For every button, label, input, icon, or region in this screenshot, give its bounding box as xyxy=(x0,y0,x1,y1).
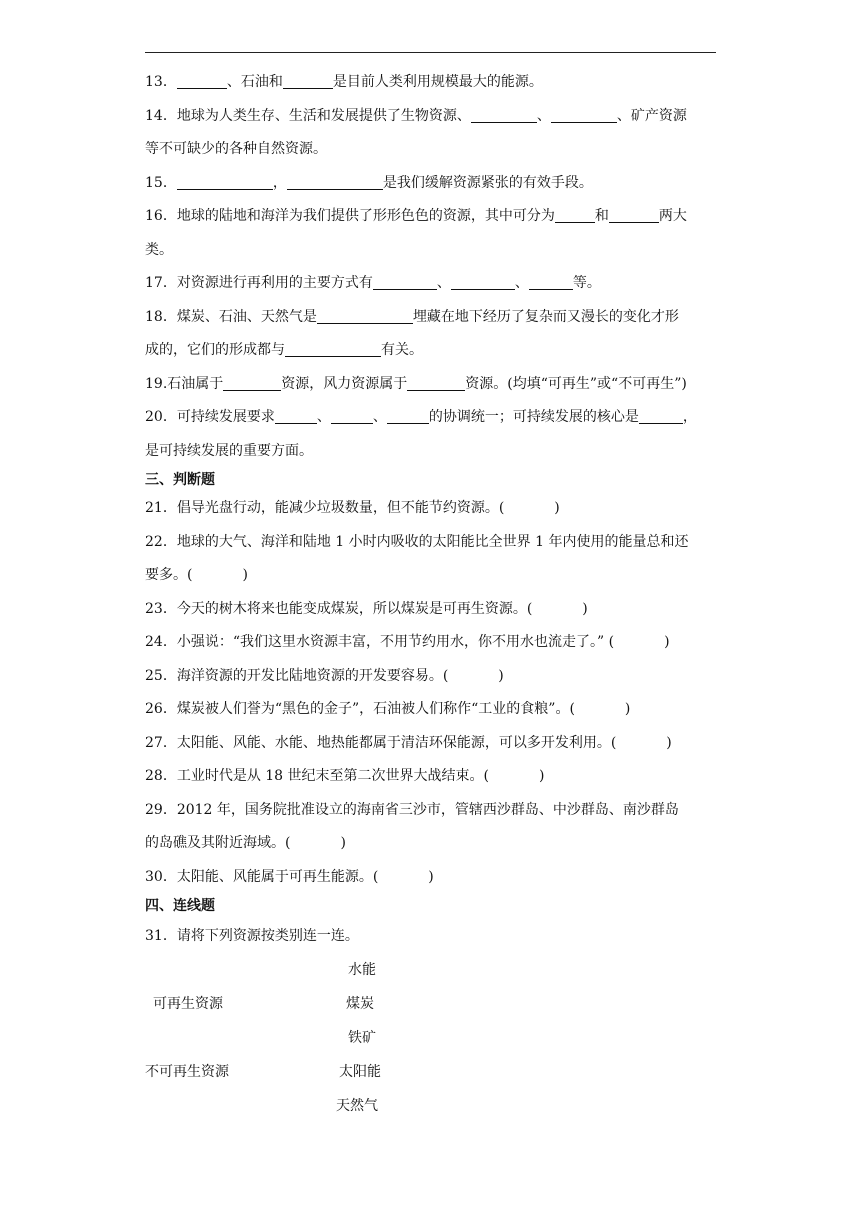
question-number: 30． xyxy=(145,868,177,885)
question-text: 是可持续发展的重要方面。 xyxy=(145,442,313,459)
question-line xyxy=(145,200,720,234)
closing-parenthesis: ) xyxy=(554,500,560,516)
question-text: 资源。(均填“可再生”或“不可再生”) xyxy=(465,375,687,392)
question-text: 煤炭被人们誉为“黑色的金子”，石油被人们称作“工业的食粮”。( xyxy=(176,701,575,717)
closing-parenthesis: ) xyxy=(242,567,248,583)
closing-parenthesis: ) xyxy=(340,835,346,851)
question-text: 的协调统一；可持续发展的核心是 xyxy=(428,409,639,425)
question-number: 21． xyxy=(145,500,177,516)
question-line xyxy=(145,593,720,627)
question-text: 等不可缺少的各种自然资源。 xyxy=(145,141,327,157)
question-text: 可持续发展要求 xyxy=(176,409,275,425)
question-text: 对资源进行再利用的主要方式有 xyxy=(176,275,373,291)
question-number: 26． xyxy=(145,701,177,717)
question-line xyxy=(145,167,720,201)
match-left-renewable[interactable]: 可再生资源 xyxy=(153,995,223,1012)
answer-blank[interactable] xyxy=(285,342,381,357)
answer-blank[interactable] xyxy=(223,376,281,391)
question-text: 成的，它们的形成都与 xyxy=(145,342,285,358)
question-text: 是目前人类利用规模最大的能源。 xyxy=(332,74,543,90)
question-continuation xyxy=(145,133,720,167)
answer-blank[interactable] xyxy=(373,275,437,290)
closing-parenthesis: ) xyxy=(664,634,670,650)
section-3-title: 三、判断题 xyxy=(145,472,215,488)
match-right-hydro[interactable]: 水能 xyxy=(348,961,376,978)
question-text: 工业时代是从 18 世纪末至第二次世界大战结束。( xyxy=(176,768,490,784)
match-right-iron-ore[interactable]: 铁矿 xyxy=(348,1029,376,1046)
question-text: 请将下列资源按类别连一连。 xyxy=(176,928,359,944)
question-text: 2012 年，国务院批准设立的海南省三沙市，管辖西沙群岛、中沙群岛、南沙群岛 xyxy=(176,801,679,818)
answer-blank[interactable] xyxy=(551,108,617,123)
match-right-natural-gas[interactable]: 天然气 xyxy=(336,1097,378,1114)
match-left-nonrenewable[interactable]: 不可再生资源 xyxy=(145,1063,229,1080)
question-line xyxy=(145,861,720,895)
closing-parenthesis: ) xyxy=(666,734,672,751)
question-text: 等。 xyxy=(572,275,601,291)
question-text: ， xyxy=(682,409,697,425)
fill-in-blank-section xyxy=(145,66,720,468)
question-text: 太阳能、风能、水能、地热能都属于清洁环保能源，可以多开发利用。( xyxy=(176,734,617,751)
question-text: 资源，风力资源属于 xyxy=(281,375,408,392)
question-number: 27． xyxy=(145,734,177,751)
worksheet-content xyxy=(145,66,720,1124)
question-text: 类。 xyxy=(145,241,173,258)
question-number: 20． xyxy=(145,409,177,425)
question-text: 、 xyxy=(536,107,551,124)
question-number: 31． xyxy=(145,928,177,944)
question-text: 两大 xyxy=(658,208,687,224)
answer-blank[interactable] xyxy=(283,74,333,89)
question-number: 19. xyxy=(145,375,168,392)
question-text: 地球的大气、海洋和陆地 1 小时内吸收的太阳能比全世界 1 年内使用的能量总和还 xyxy=(176,533,689,550)
question-continuation xyxy=(145,334,720,368)
answer-blank[interactable] xyxy=(387,409,429,424)
question-number: 16． xyxy=(145,208,177,224)
question-line xyxy=(145,492,720,526)
answer-blank[interactable] xyxy=(471,108,537,123)
question-number: 14． xyxy=(145,107,177,124)
answer-blank[interactable] xyxy=(287,175,383,190)
question-line xyxy=(145,301,720,335)
question-text: 是我们缓解资源紧张的有效手段。 xyxy=(382,174,593,191)
answer-blank[interactable] xyxy=(639,409,683,424)
question-number: 17． xyxy=(145,275,177,291)
true-false-section xyxy=(145,492,720,894)
answer-blank[interactable] xyxy=(555,208,595,223)
closing-parenthesis: ) xyxy=(539,768,545,784)
question-line xyxy=(145,66,720,100)
question-line xyxy=(145,760,720,794)
answer-blank[interactable] xyxy=(331,409,373,424)
answer-blank[interactable] xyxy=(275,409,317,424)
answer-blank[interactable] xyxy=(177,74,227,89)
closing-parenthesis: ) xyxy=(498,667,504,684)
question-number: 24． xyxy=(145,634,177,650)
question-continuation xyxy=(145,435,720,469)
question-number: 22． xyxy=(145,533,177,550)
question-line xyxy=(145,100,720,134)
question-line xyxy=(145,368,720,402)
question-text: 小强说：“我们这里水资源丰富，不用节约用水，你不用水也流走了。” ( xyxy=(176,634,615,650)
question-text: 、 xyxy=(514,275,529,291)
question-text: 和 xyxy=(594,208,609,224)
match-right-solar[interactable]: 太阳能 xyxy=(339,1063,381,1080)
header-rule xyxy=(145,52,716,53)
answer-blank[interactable] xyxy=(317,309,413,324)
question-text: 要多。( xyxy=(145,567,193,583)
question-text: 地球为人类生存、生活和发展提供了生物资源、 xyxy=(176,107,471,124)
question-text: 太阳能、风能属于可再生能源。( xyxy=(176,868,379,885)
question-number: 25． xyxy=(145,667,177,684)
question-number: 18． xyxy=(145,308,177,325)
question-text: 、矿产资源 xyxy=(616,107,687,124)
question-text: 今天的树木将来也能变成煤炭，所以煤炭是可再生资源。( xyxy=(176,600,533,617)
question-text: 、 xyxy=(372,409,387,425)
question-number: 13． xyxy=(145,74,177,90)
question-31 xyxy=(145,920,720,954)
answer-blank[interactable] xyxy=(529,275,573,290)
answer-blank[interactable] xyxy=(407,376,465,391)
matching-area xyxy=(145,954,720,1124)
question-text: 有关。 xyxy=(381,342,423,358)
question-text: 、石油和 xyxy=(226,74,283,90)
question-continuation xyxy=(145,559,720,593)
question-text: 海洋资源的开发比陆地资源的开发要容易。( xyxy=(176,667,449,684)
closing-parenthesis: ) xyxy=(582,600,588,617)
answer-blank[interactable] xyxy=(609,208,659,223)
question-text: 地球的陆地和海洋为我们提供了形形色色的资源，其中可分为 xyxy=(176,208,555,224)
question-line xyxy=(145,267,720,301)
question-line xyxy=(145,727,720,761)
question-text: ， xyxy=(272,174,287,191)
question-text: 埋藏在地下经历了复杂而又漫长的变化才形 xyxy=(412,308,679,325)
question-text: 倡导光盘行动，能减少垃圾数量，但不能节约资源。( xyxy=(176,500,505,516)
question-text: 、 xyxy=(316,409,331,425)
question-line xyxy=(145,526,720,560)
closing-parenthesis: ) xyxy=(428,868,434,885)
question-number: 23． xyxy=(145,600,177,617)
question-line xyxy=(145,794,720,828)
question-text: 、 xyxy=(436,275,451,291)
answer-blank[interactable] xyxy=(177,175,273,190)
answer-blank[interactable] xyxy=(451,275,515,290)
question-line xyxy=(145,626,720,660)
question-number: 29． xyxy=(145,801,177,818)
question-text: 煤炭、石油、天然气是 xyxy=(176,308,317,325)
question-continuation xyxy=(145,234,720,268)
question-line xyxy=(145,693,720,727)
closing-parenthesis: ) xyxy=(624,701,631,717)
section-4-title: 四、连线题 xyxy=(145,898,215,914)
question-number: 28． xyxy=(145,768,177,784)
question-continuation xyxy=(145,827,720,861)
question-number: 15． xyxy=(145,174,177,191)
question-text: 石油属于 xyxy=(167,375,224,392)
question-text: 的岛礁及其附近海域。( xyxy=(145,835,291,851)
question-line xyxy=(145,401,720,435)
question-line xyxy=(145,660,720,694)
match-right-coal[interactable]: 煤炭 xyxy=(346,995,374,1012)
